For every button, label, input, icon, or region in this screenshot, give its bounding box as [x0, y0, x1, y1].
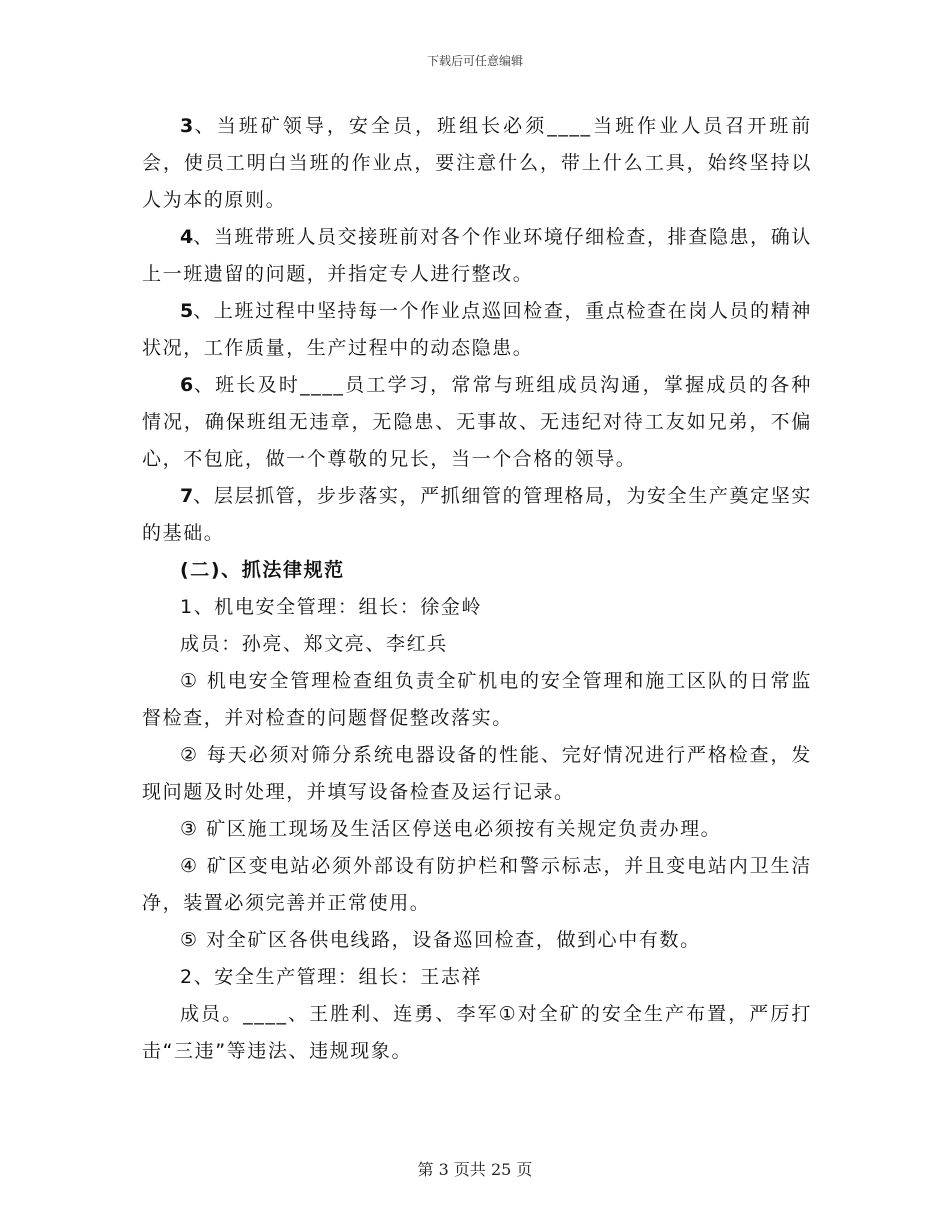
page-header-note: 下载后可任意编辑	[426, 54, 523, 68]
list-item-circled-5: ⑤ 对全矿区各供电线路，设备巡回检查，做到心中有数。	[180, 929, 701, 951]
safety-members-line: 成员。____、王胜利、连勇、李军①对全矿的安全生产布置，严厉打击“三违”等违法、违规现象。	[142, 1003, 812, 1062]
safety-group-line: 2、安全生产管理：组长：王志祥	[180, 966, 483, 988]
paragraph-text: 、班长及时____员工学习，常常与班组成员沟通，掌握成员的各种情况，确保班组无违章，无隐患、无事故、无违纪对待工友如兄弟，不偏心，不包庇，做一个尊敬的兄长，当一个合格的领导。	[142, 374, 812, 470]
paragraph-text: 、当班带班人员交接班前对各个作业环境仔细检查，排查隐患，确认上一班遗留的问题，并指定专人进行整改。	[142, 226, 812, 285]
paragraph-text: 、当班矿领导，安全员，班组长必须____当班作业人员召开班前会，使员工明白当班的作业点，要注意什么，带上什么工具，始终坚持以人为本的原则。	[142, 115, 812, 211]
paragraph-text: 、层层抓管，步步落实，严抓细管的管理格局，为安全生产奠定坚实的基础。	[142, 485, 812, 544]
section-heading: (二)、抓法律规范	[180, 559, 345, 581]
list-item-circled-3: ③ 矿区施工现场及生活区停送电必须按有关规定负责办理。	[180, 818, 722, 840]
page-footer-number: 第 3 页共 25 页	[417, 1160, 533, 1179]
item-number: 5	[180, 300, 194, 322]
electromechanical-members-line: 成员：孙亮、郑文亮、李红兵	[180, 633, 448, 655]
paragraph-item-7	[142, 478, 812, 552]
item-number: 3	[180, 115, 194, 137]
list-item-circled-4: ④ 矿区变电站必须外部设有防护栏和警示标志，并且变电站内卫生洁净，装置必须完善并正常使用。	[142, 855, 812, 914]
paragraph-item-6	[142, 367, 812, 478]
item-number: 4	[180, 226, 194, 248]
paragraph-text: 、上班过程中坚持每一个作业点巡回检查，重点检查在岗人员的精神状况，工作质量，生产过程中的动态隐患。	[142, 300, 812, 359]
paragraph-item-3	[142, 108, 812, 219]
paragraph-item-4	[142, 219, 812, 293]
list-item-circled-1: ① 机电安全管理检查组负责全矿机电的安全管理和施工区队的日常监督检查，并对检查的问题督促整改落实。	[142, 670, 812, 729]
list-item-circled-2: ② 每天必须对筛分系统电器设备的性能、完好情况进行严格检查，发现问题及时处理，并填写设备检查及运行记录。	[142, 744, 812, 803]
electromechanical-group-line: 1、机电安全管理：组长：徐金岭	[180, 596, 483, 618]
paragraph-item-5	[142, 293, 812, 367]
item-number: 6	[180, 374, 194, 396]
page-body	[142, 108, 812, 1070]
item-number: 7	[180, 485, 194, 507]
